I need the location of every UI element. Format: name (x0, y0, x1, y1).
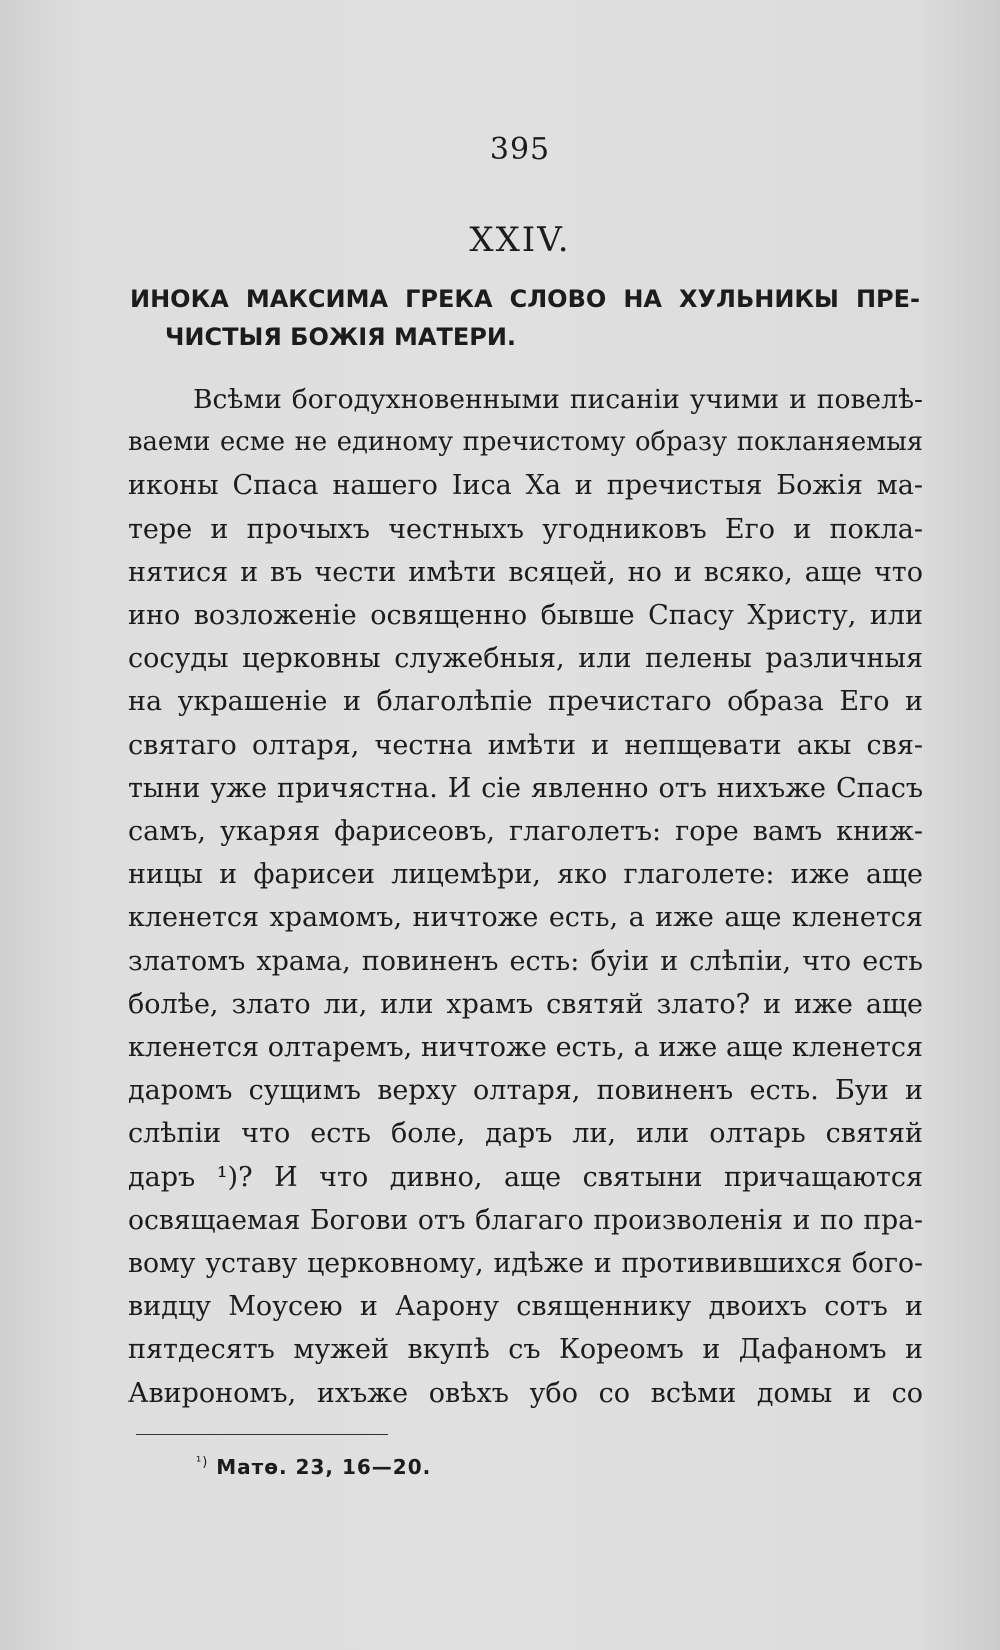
title-line: ЧИСТЫЯ БОЖІЯ МАТЕРИ. (165, 323, 517, 351)
footnote-marker: ¹) (196, 1455, 209, 1470)
text-line: на украшеніе и благолѣпіе пречистаго образа Его и (128, 686, 923, 718)
text-line: даръ ¹)? И что дивно, аще святыни причащаются (128, 1161, 923, 1193)
footnote-divider (136, 1434, 388, 1435)
page-number: 395 (489, 132, 551, 167)
text-line: ницы и фарисеи лицемѣри, яко глаголете: иже аще (128, 859, 923, 891)
section-title (130, 280, 920, 356)
footnote (196, 1455, 431, 1479)
text-line: освящаемая Богови отъ благаго произволенія и по пра- (128, 1204, 923, 1236)
text-line: кленется олтаремъ, ничтоже есть, а иже аще кленется (128, 1032, 923, 1064)
footnote-text: Матѳ. 23, 16—20. (216, 1455, 432, 1479)
text-line: Авирономъ, ихъже овѣхъ убо со всѣми домы и со (128, 1377, 923, 1409)
text-line: Всѣми богодухновенными писаніи учими и повелѣ- (193, 384, 923, 415)
text-line: вому уставу церковному, идѣже и противившихся бого- (128, 1248, 923, 1280)
text-line: тере и прочыхъ честныхъ угодниковъ Его и покла- (128, 513, 923, 545)
text-line: самъ, укаряя фарисеовъ, глаголетъ: горе вамъ книж- (128, 816, 923, 848)
text-line: ино возложеніе освященно бывше Спасу Христу, или (128, 600, 923, 632)
text-line: кленется храмомъ, ничтоже есть, а иже аще кленется (128, 902, 923, 934)
text-line: нятися и въ чести имѣти всяцей, но и всяко, аще что (128, 556, 923, 588)
text-line: святаго олтаря, честна имѣти и непщевати акы свя- (128, 729, 923, 761)
text-line: видцу Моусею и Аарону священнику двоихъ сотъ и (128, 1291, 923, 1323)
section-number: XXIV. (469, 220, 571, 260)
text-line: пятдесятъ мужей вкупѣ съ Кореомъ и Дафаномъ и (128, 1334, 923, 1366)
text-line: болѣе, злато ли, или храмъ святяй злато? и иже аще (128, 988, 923, 1020)
text-line: златомъ храма, повиненъ есть: буіи и слѣпіи, что есть (128, 945, 923, 977)
text-line: иконы Спаса нашего Іиса Ха и пречистыя Божія ма- (128, 470, 923, 502)
text-line: слѣпіи что есть боле, даръ ли, или олтарь святяй (128, 1118, 923, 1150)
text-line: даромъ сущимъ верху олтаря, повиненъ есть. Буи и (128, 1075, 923, 1107)
text-line: ваеми есме не единому пречистому образу покланяемыя (128, 427, 923, 458)
body-text (128, 378, 923, 1415)
title-line: ИНОКА МАКСИМА ГРЕКА СЛОВО НА ХУЛЬНИКЫ ПРЕ- (130, 285, 920, 313)
text-line: сосуды церковны служебныя, или пелены различныя (128, 643, 923, 675)
text-line: тыни уже причястна. И сіе явленно отъ нихъже Спасъ (128, 772, 923, 804)
